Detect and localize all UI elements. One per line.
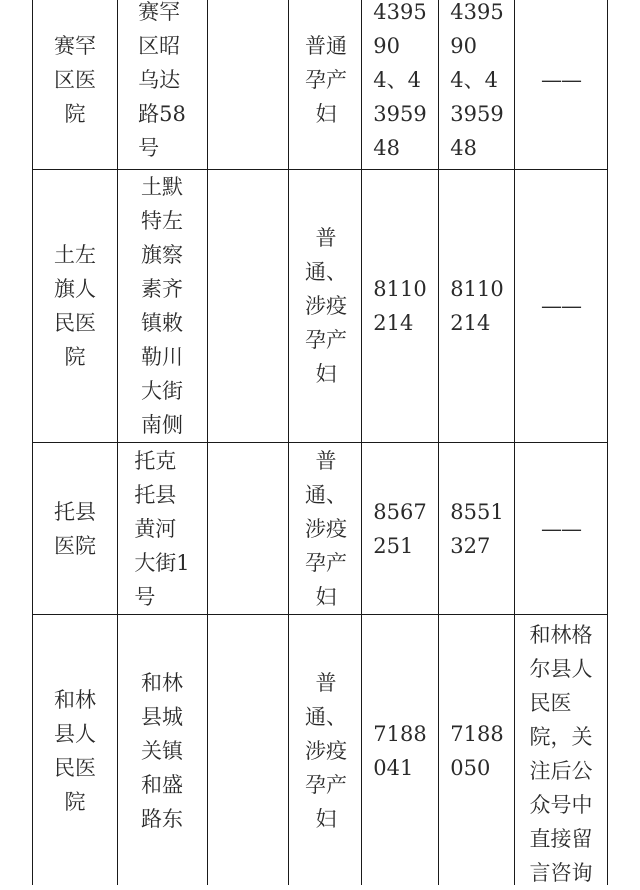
- address-cell: [120, 170, 204, 442]
- address: 和林 县城 关镇 和盛 路东: [141, 670, 183, 831]
- table-border-line: [32, 614, 608, 615]
- address-cell: [120, 0, 204, 169]
- table-border-line: [32, 442, 608, 443]
- table-row: [0, 170, 640, 442]
- phone1-cell: [362, 616, 438, 885]
- phone-number-2: 7188 050: [450, 721, 504, 780]
- note-cell: [515, 0, 607, 169]
- empty-cell: [209, 0, 289, 169]
- empty-cell: [209, 170, 289, 442]
- phone2-cell: [439, 170, 515, 442]
- note-text: ——: [541, 67, 581, 92]
- note-text: ——: [541, 294, 581, 318]
- patient-type: 普 通、 涉疫 孕产 妇: [305, 449, 347, 609]
- phone-number-2: 8110 214: [450, 277, 504, 335]
- hospital-name: 托县 医院: [54, 500, 96, 558]
- note-text: ——: [541, 517, 581, 541]
- phone-number-2: 4395 90 4、4 3959 48: [450, 0, 504, 160]
- phone2-cell: [439, 443, 515, 615]
- address-cell: [120, 443, 204, 615]
- note-cell: [515, 443, 607, 615]
- patient-type: 普 通、 涉疫 孕产 妇: [305, 226, 347, 386]
- note-cell: [515, 170, 607, 442]
- note-cell: [515, 616, 607, 885]
- empty-cell: [209, 443, 289, 615]
- phone-number-1: 8110 214: [373, 277, 427, 335]
- phone-number-1: 7188 041: [373, 721, 427, 780]
- hospital-name-cell: [40, 170, 110, 442]
- patient-type-cell: [290, 0, 362, 169]
- address-cell: [120, 616, 204, 885]
- table-row: [0, 616, 640, 885]
- phone2-cell: [439, 0, 515, 169]
- hospital-name-cell: [40, 0, 110, 169]
- patient-type: 普通 孕产 妇: [305, 33, 347, 126]
- phone-number-1: 4395 90 4、4 3959 48: [373, 0, 427, 160]
- hospital-name: 和林 县人 民医 院: [54, 687, 96, 814]
- empty-cell: [209, 616, 289, 885]
- phone-number-2: 8551 327: [450, 500, 504, 558]
- table-row: [0, 0, 640, 169]
- patient-type-cell: [290, 616, 362, 885]
- table-row: [0, 443, 640, 615]
- address: 托克 托县 黄河 大街1 号: [134, 449, 190, 609]
- patient-type: 普 通、 涉疫 孕产 妇: [305, 670, 347, 831]
- hospital-name: 土左 旗人 民医 院: [54, 243, 96, 369]
- note-text: 和林格 尔县人 民医 院，关 注后公 众号中 直接留 言咨询: [529, 623, 593, 885]
- hospital-name-cell: [40, 443, 110, 615]
- address: 赛罕 区昭 乌达 路58 号: [138, 0, 186, 160]
- patient-type-cell: [290, 170, 362, 442]
- phone1-cell: [362, 443, 438, 615]
- patient-type-cell: [290, 443, 362, 615]
- phone1-cell: [362, 170, 438, 442]
- phone-number-1: 8567 251: [373, 500, 427, 558]
- table-border-line: [32, 169, 608, 170]
- phone1-cell: [362, 0, 438, 169]
- phone2-cell: [439, 616, 515, 885]
- hospital-name-cell: [40, 616, 110, 885]
- address: 土默 特左 旗察 素齐 镇敕 勒川 大街 南侧: [141, 175, 183, 437]
- hospital-name: 赛罕 区医 院: [54, 33, 96, 126]
